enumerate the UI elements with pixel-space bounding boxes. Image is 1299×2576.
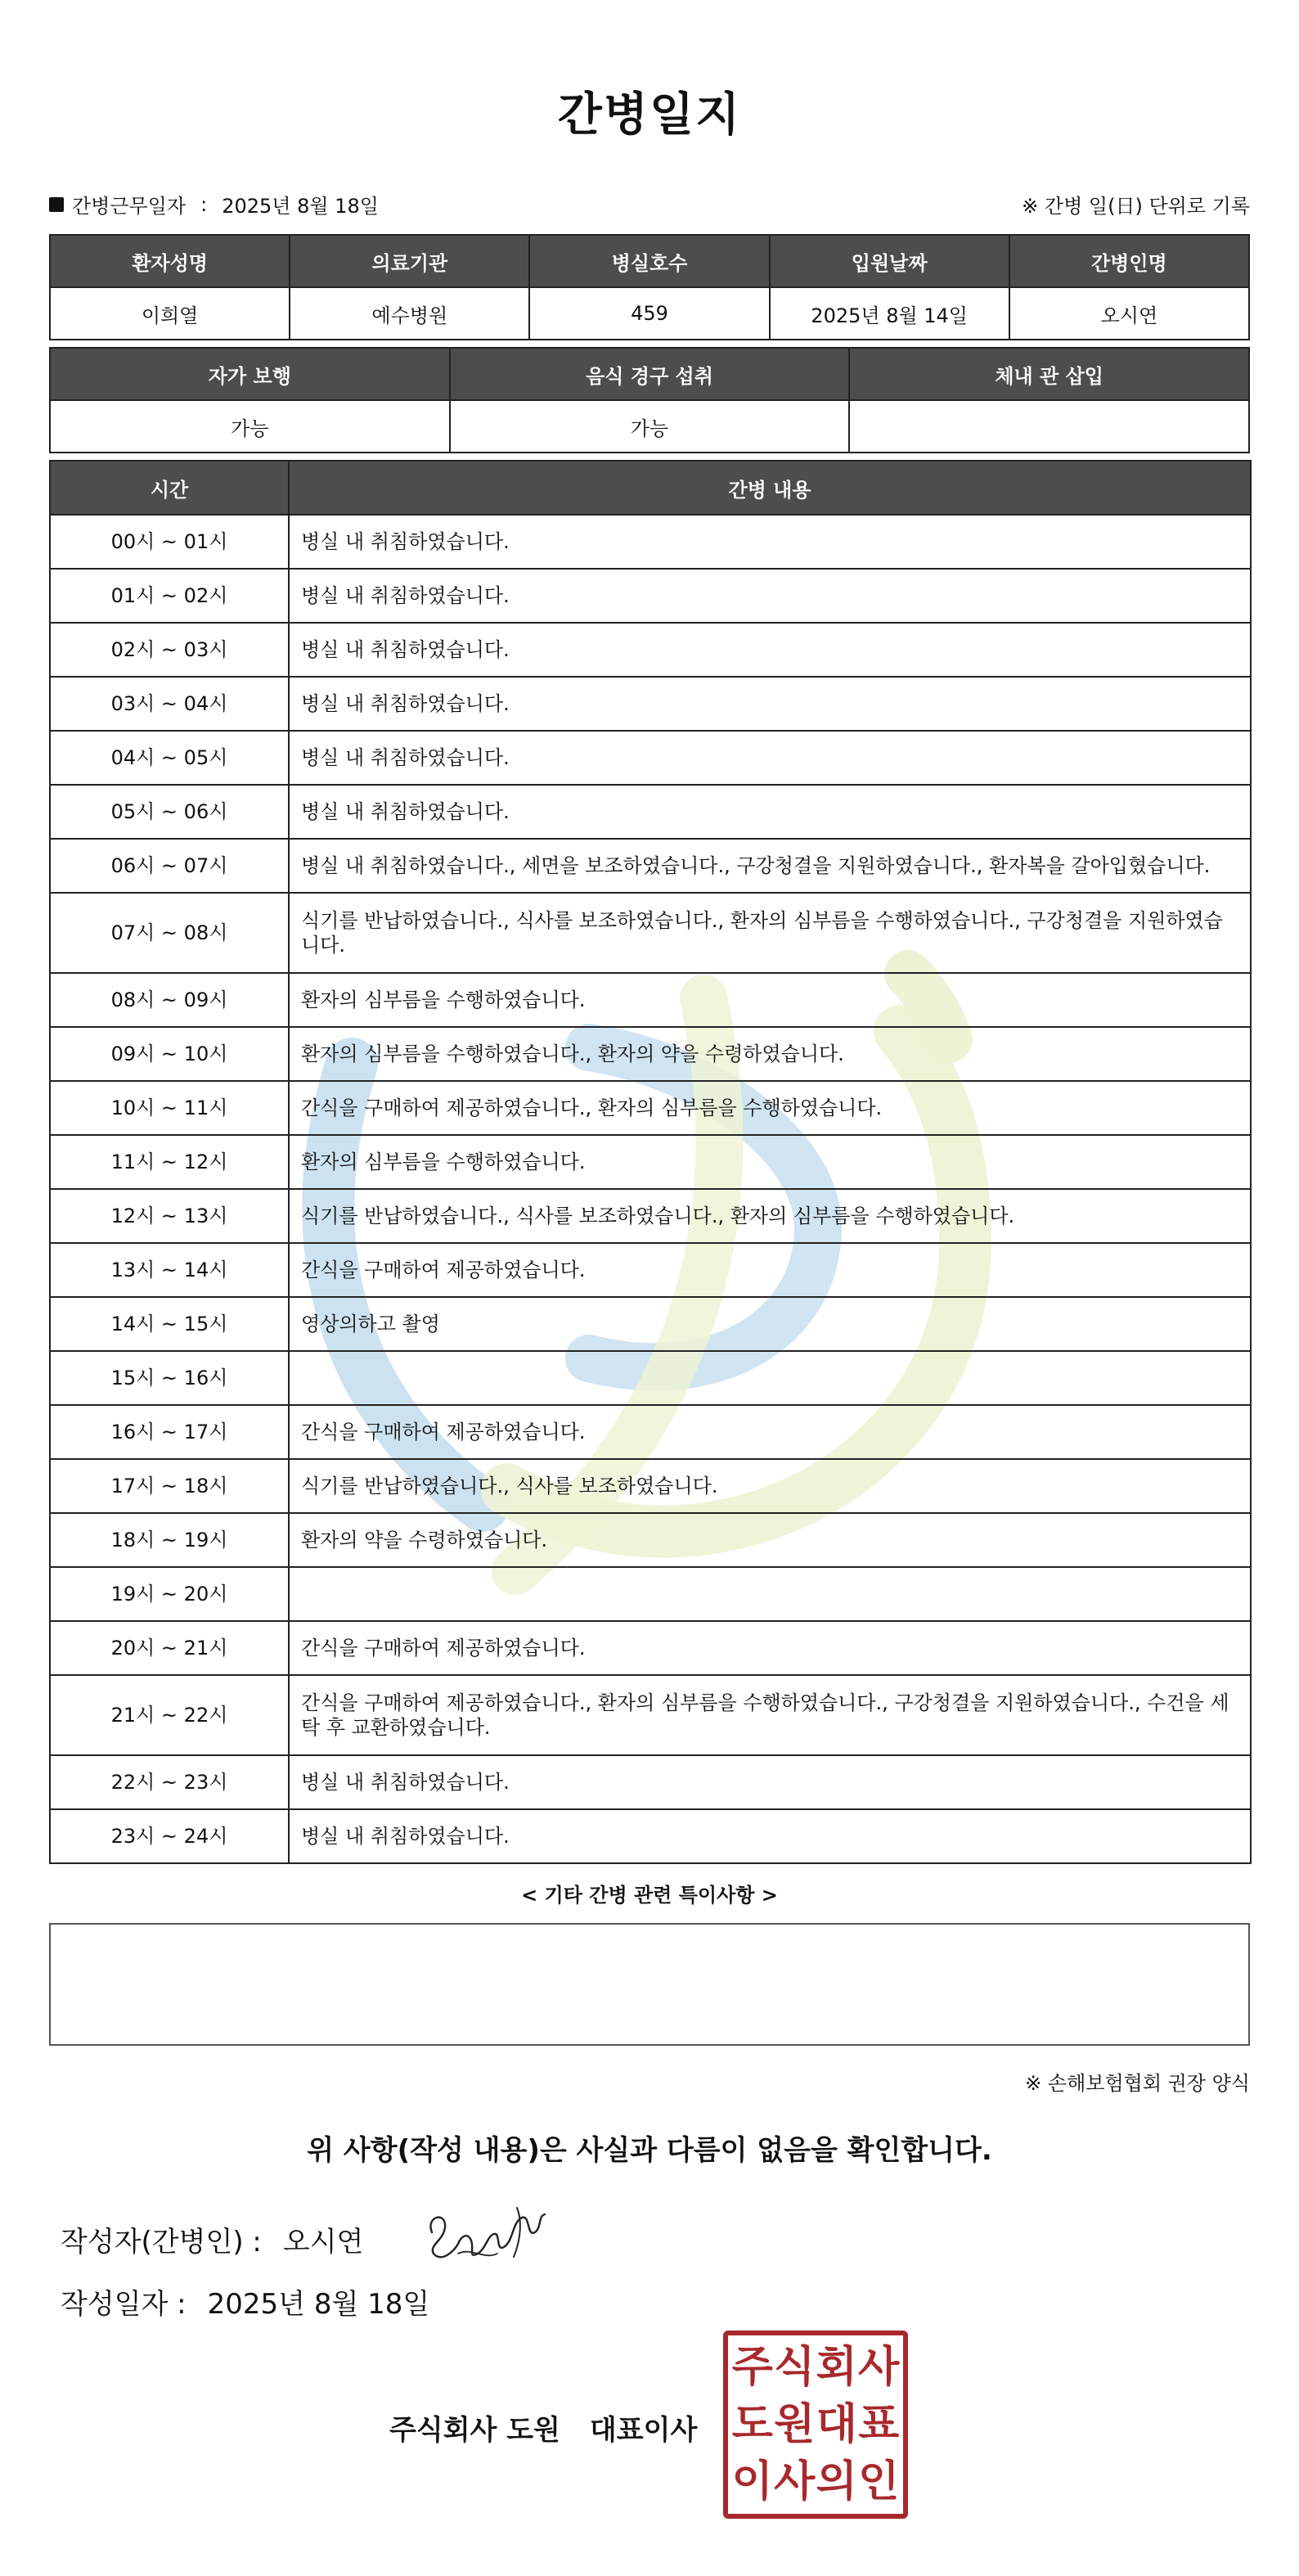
content-cell: 병실 내 취침하였습니다., 세면을 보조하였습니다., 구강청결을 지원하였습니다., 환자복을 갈아입혔습니다. bbox=[289, 839, 1251, 893]
work-date bbox=[49, 190, 379, 218]
header-oral-intake: 음식 경구 섭취 bbox=[450, 348, 850, 400]
time-cell: 17시 ~ 18시 bbox=[50, 1459, 289, 1513]
table-row bbox=[50, 1567, 1251, 1621]
table-row bbox=[50, 1297, 1251, 1351]
table-row bbox=[50, 1351, 1251, 1405]
table-row bbox=[50, 1755, 1251, 1809]
self-walking-value: 가능 bbox=[50, 400, 450, 453]
content-cell: 간식을 구매하여 제공하였습니다., 환자의 심부름을 수행하였습니다., 구강청결을 지원하였습니다., 수건을 세탁 후 교환하였습니다. bbox=[289, 1675, 1251, 1755]
seal-char: 회 bbox=[816, 2343, 857, 2392]
time-cell: 09시 ~ 10시 bbox=[50, 1027, 289, 1081]
content-cell: 병실 내 취침하였습니다. bbox=[289, 731, 1251, 785]
form-source-note: ※ 손해보험협회 권장 양식 bbox=[1025, 2072, 1250, 2095]
time-cell: 21시 ~ 22시 bbox=[50, 1675, 289, 1755]
header-self-walking: 자가 보행 bbox=[50, 348, 450, 400]
status-value-row bbox=[50, 400, 1249, 453]
time-cell: 11시 ~ 12시 bbox=[50, 1135, 289, 1189]
content-cell bbox=[289, 1351, 1251, 1405]
patient-info-value-row bbox=[50, 287, 1249, 340]
care-log-table bbox=[49, 460, 1252, 1864]
special-notes-title: < 기타 간병 관련 특이사항 > bbox=[521, 1884, 778, 1907]
time-cell: 06시 ~ 07시 bbox=[50, 839, 289, 893]
room-number: 459 bbox=[529, 287, 769, 340]
care-log-header-row bbox=[50, 461, 1251, 515]
patient-status-table bbox=[49, 347, 1250, 453]
header-room-number: 병실호수 bbox=[529, 235, 769, 287]
patient-info-table bbox=[49, 234, 1250, 340]
seal-char: 주 bbox=[731, 2343, 773, 2392]
table-row bbox=[50, 623, 1251, 677]
content-cell: 환자의 심부름을 수행하였습니다. bbox=[289, 1135, 1251, 1189]
table-row bbox=[50, 1675, 1251, 1755]
table-row bbox=[50, 1027, 1251, 1081]
table-row bbox=[50, 1621, 1251, 1675]
square-bullet-icon bbox=[49, 197, 64, 212]
company-name: 주식회사 도원 bbox=[389, 2414, 560, 2447]
content-cell: 영상의하고 촬영 bbox=[289, 1297, 1251, 1351]
table-row bbox=[50, 1081, 1251, 1135]
content-cell: 병실 내 취침하였습니다. bbox=[289, 1755, 1251, 1809]
content-cell: 간식을 구매하여 제공하였습니다., 환자의 심부름을 수행하였습니다. bbox=[289, 1081, 1251, 1135]
time-cell: 14시 ~ 15시 bbox=[50, 1297, 289, 1351]
time-cell: 04시 ~ 05시 bbox=[50, 731, 289, 785]
time-cell: 20시 ~ 21시 bbox=[50, 1621, 289, 1675]
table-row bbox=[50, 1135, 1251, 1189]
special-notes-box bbox=[49, 1923, 1250, 2046]
content-cell: 병실 내 취침하였습니다. bbox=[289, 785, 1251, 839]
table-row bbox=[50, 1405, 1251, 1459]
patient-info-header-row bbox=[50, 235, 1249, 287]
seal-char: 의 bbox=[816, 2457, 857, 2506]
table-row bbox=[50, 973, 1251, 1027]
table-row bbox=[50, 893, 1251, 973]
time-cell: 00시 ~ 01시 bbox=[50, 515, 289, 569]
time-cell: 23시 ~ 24시 bbox=[50, 1809, 289, 1863]
content-cell: 환자의 심부름을 수행하였습니다. bbox=[289, 973, 1251, 1027]
company-seal-stamp bbox=[723, 2331, 908, 2519]
content-cell: 간식을 구매하여 제공하였습니다. bbox=[289, 1243, 1251, 1297]
seal-char: 도 bbox=[731, 2400, 773, 2449]
company-role: 대표이사 bbox=[589, 2414, 698, 2447]
time-cell: 07시 ~ 08시 bbox=[50, 893, 289, 973]
seal-char: 사 bbox=[858, 2343, 900, 2392]
header-admission-date: 입원날짜 bbox=[770, 235, 1009, 287]
work-date-separator: : bbox=[200, 192, 208, 216]
seal-char: 식 bbox=[774, 2343, 816, 2392]
written-date-label: 작성일자 : bbox=[61, 2288, 187, 2321]
table-row bbox=[50, 1809, 1251, 1863]
content-cell: 병실 내 취침하였습니다. bbox=[289, 1809, 1251, 1863]
content-cell: 병실 내 취침하였습니다. bbox=[289, 515, 1251, 569]
content-cell: 식기를 반납하였습니다., 식사를 보조하였습니다. bbox=[289, 1459, 1251, 1513]
record-note: ※ 간병 일(日) 단위로 기록 bbox=[1022, 195, 1250, 218]
oral-intake-value: 가능 bbox=[450, 400, 850, 453]
written-date-value: 2025년 8월 18일 bbox=[207, 2288, 430, 2321]
admission-date: 2025년 8월 14일 bbox=[770, 287, 1009, 340]
hospital: 예수병원 bbox=[290, 287, 529, 340]
table-row bbox=[50, 1459, 1251, 1513]
seal-char: 인 bbox=[858, 2457, 900, 2506]
header-tube-insertion: 체내 관 삽입 bbox=[849, 348, 1249, 400]
content-cell: 환자의 심부름을 수행하였습니다., 환자의 약을 수령하였습니다. bbox=[289, 1027, 1251, 1081]
seal-char: 원 bbox=[774, 2400, 816, 2449]
time-cell: 02시 ~ 03시 bbox=[50, 623, 289, 677]
seal-char: 사 bbox=[774, 2457, 816, 2506]
content-cell: 환자의 약을 수령하였습니다. bbox=[289, 1513, 1251, 1567]
table-row bbox=[50, 1243, 1251, 1297]
writer-name: 오시연 bbox=[282, 2226, 364, 2259]
content-cell: 병실 내 취침하였습니다. bbox=[289, 569, 1251, 623]
header-patient-name: 환자성명 bbox=[50, 235, 290, 287]
writer-line bbox=[61, 2219, 363, 2259]
time-cell: 16시 ~ 17시 bbox=[50, 1405, 289, 1459]
time-cell: 12시 ~ 13시 bbox=[50, 1189, 289, 1243]
time-cell: 18시 ~ 19시 bbox=[50, 1513, 289, 1567]
time-cell: 13시 ~ 14시 bbox=[50, 1243, 289, 1297]
seal-char: 이 bbox=[731, 2457, 773, 2506]
page-title: 간병일지 bbox=[557, 88, 742, 142]
content-cell: 간식을 구매하여 제공하였습니다. bbox=[289, 1405, 1251, 1459]
table-row bbox=[50, 1189, 1251, 1243]
writer-label: 작성자(간병인) : bbox=[61, 2226, 262, 2259]
patient-name: 이희열 bbox=[50, 287, 290, 340]
header-time: 시간 bbox=[50, 461, 289, 515]
content-cell: 병실 내 취침하였습니다. bbox=[289, 677, 1251, 731]
caregiver-name: 오시연 bbox=[1009, 287, 1249, 340]
meta-row bbox=[49, 190, 1250, 223]
table-row bbox=[50, 677, 1251, 731]
time-cell: 10시 ~ 11시 bbox=[50, 1081, 289, 1135]
table-row bbox=[50, 1513, 1251, 1567]
status-header-row bbox=[50, 348, 1249, 400]
table-row bbox=[50, 731, 1251, 785]
content-cell: 식기를 반납하였습니다., 식사를 보조하였습니다., 환자의 심부름을 수행하였습니다. bbox=[289, 1189, 1251, 1243]
time-cell: 05시 ~ 06시 bbox=[50, 785, 289, 839]
seal-char: 대 bbox=[816, 2400, 857, 2449]
time-cell: 01시 ~ 02시 bbox=[50, 569, 289, 623]
time-cell: 08시 ~ 09시 bbox=[50, 973, 289, 1027]
table-row bbox=[50, 785, 1251, 839]
content-cell: 병실 내 취침하였습니다. bbox=[289, 623, 1251, 677]
seal-char: 표 bbox=[858, 2400, 900, 2449]
time-cell: 15시 ~ 16시 bbox=[50, 1351, 289, 1405]
handwritten-signature bbox=[422, 2200, 550, 2273]
table-row bbox=[50, 515, 1251, 569]
header-caregiver-name: 간병인명 bbox=[1009, 235, 1249, 287]
header-care-content: 간병 내용 bbox=[289, 461, 1251, 515]
written-date-line bbox=[61, 2281, 429, 2322]
time-cell: 19시 ~ 20시 bbox=[50, 1567, 289, 1621]
confirmation-statement: 위 사항(작성 내용)은 사실과 다름이 없음을 확인합니다. bbox=[307, 2134, 992, 2167]
table-row bbox=[50, 839, 1251, 893]
tube-insertion-value bbox=[849, 400, 1249, 453]
content-cell: 간식을 구매하여 제공하였습니다. bbox=[289, 1621, 1251, 1675]
work-date-label: 간병근무일자 bbox=[72, 195, 187, 218]
time-cell: 22시 ~ 23시 bbox=[50, 1755, 289, 1809]
time-cell: 03시 ~ 04시 bbox=[50, 677, 289, 731]
company-line bbox=[389, 2407, 697, 2448]
table-row bbox=[50, 569, 1251, 623]
content-cell: 식기를 반납하였습니다., 식사를 보조하였습니다., 환자의 심부름을 수행하였습니다., 구강청결을 지원하였습니다. bbox=[289, 893, 1251, 973]
header-hospital: 의료기관 bbox=[290, 235, 529, 287]
content-cell bbox=[289, 1567, 1251, 1621]
work-date-value: 2025년 8월 18일 bbox=[222, 195, 379, 218]
